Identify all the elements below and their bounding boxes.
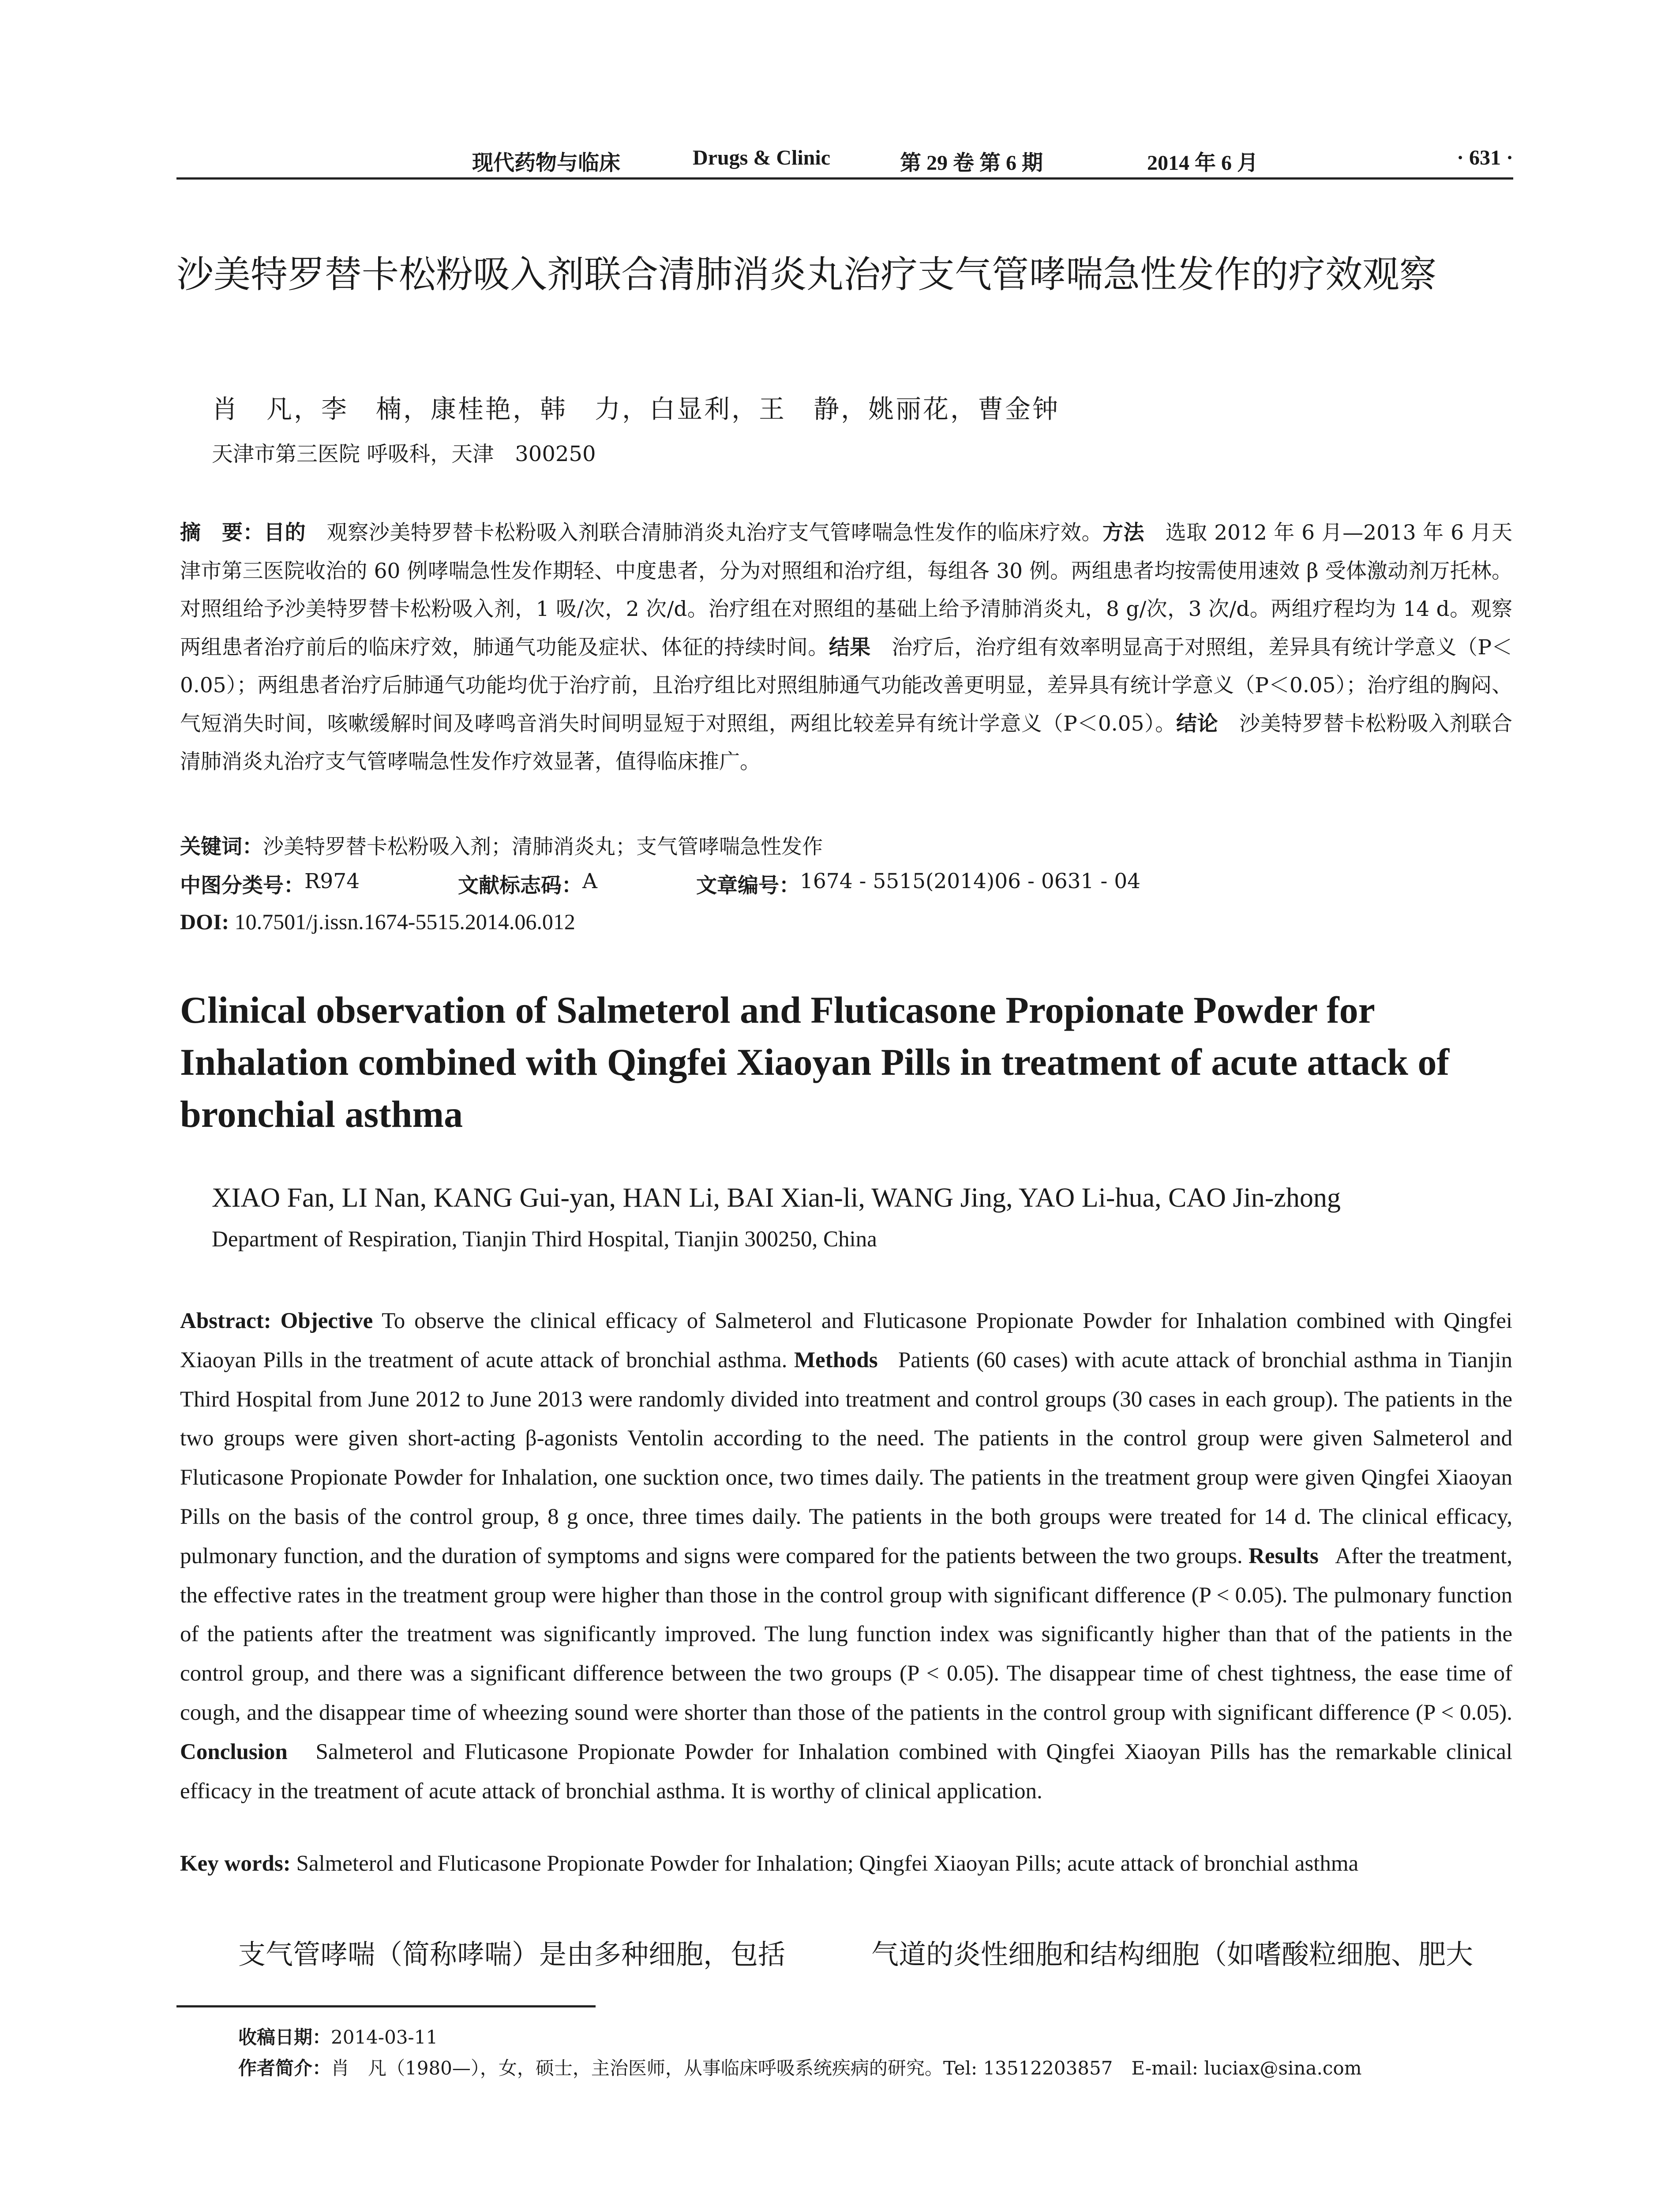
keywords-text-en: Salmeterol and Fluticasone Propionate Powder for Inhalation; Qingfei Xiaoyan Pills; acute attack of bronchial asthma: [296, 1851, 1359, 1876]
keywords-label-cn: 关键词：: [180, 835, 263, 859]
page-number: · 631 ·: [1456, 146, 1513, 169]
results-label-en: Results: [1248, 1543, 1319, 1568]
document-code: [458, 869, 597, 899]
author-bio-label: 作者简介：: [238, 2057, 331, 2079]
conclusion-label-cn: 结论: [1176, 711, 1219, 736]
doi-label: DOI:: [180, 909, 229, 934]
volume-issue: 第 29 卷 第 6 期: [900, 151, 1043, 175]
doc-code-value: A: [582, 869, 597, 893]
abstract-label-cn: 摘 要：: [180, 521, 264, 545]
doc-code-label: 文献标志码：: [458, 874, 582, 898]
author-bio-text: 肖 凡（1980—），女，硕士，主治医师，从事临床呼吸系统疾病的研究。Tel: 13512203857 E-mail: luciax@sina.com: [331, 2057, 1362, 2079]
conclusion-text-en: Salmeterol and Fluticasone Propionate Powder for Inhalation combined with Qingfei Xiaoyan Pills has the remarkable clinical efficacy in the treatment of acute attack of bronchial asthma. It is worthy of clinical application.: [180, 1739, 1512, 1804]
conclusion-text-cn: 沙美特罗替卡松粉吸入剂联合清肺消炎丸治疗支气管哮喘急性发作疗效显著，值得临床推广。: [180, 711, 1512, 774]
methods-text-en: Patients (60 cases) with acute attack of bronchial asthma in Tianjin Third Hospital from June 2012 to June 2013 were randomly divided into treatment and control groups (30 cases in each group). The patients in the two groups were given short-acting β-agonists Ventolin according to the need. The patients in the control group were given Salmeterol and Fluticasone Propionate Powder for Inhalation, one sucktion once, two times daily. The patients in the treatment group were given Qingfei Xiaoyan Pills on the basis of the control group, 8 g once, three times daily. The patients in the both groups were treated for 14 d. The clinical efficacy, pulmonary function, and the duration of symptoms and signs were compared for the patients between the two groups.: [180, 1347, 1513, 1568]
methods-label-cn: 方法: [1102, 521, 1145, 545]
keywords-label-en: Key words:: [180, 1851, 291, 1876]
title-en: Clinical observation of Salmeterol and Fluticasone Propionate Powder for Inhalation combined with Qingfei Xiaoyan Pills in treatment of acute attack of bronchial asthma: [180, 989, 1449, 1135]
objective-text-en: To observe the clinical efficacy of Salmeterol and Fluticasone Propionate Powder for Inhalation combined with Qingfei Xiaoyan Pills in the treatment of acute attack of bronchial asthma.: [180, 1309, 1512, 1373]
results-text-en: After the treatment, the effective rates in the treatment group were higher than those in the control group with significant difference (P < 0.05). The pulmonary function of the patients after the treatment was significantly improved. The lung function index was significantly higher than that of the patients in the control group, and there was a significant difference between the two groups (P < 0.05). The disappear time of chest tightness, the ease time of cough, and the disappear time of wheezing sound were shorter than those of the patients in the control group with significant difference (P < 0.05).: [180, 1543, 1513, 1725]
footnote-author-bio: [238, 2054, 1361, 2080]
article-number: [696, 869, 1141, 899]
clc-value: R974: [304, 869, 360, 893]
results-label-cn: 结果: [829, 635, 871, 660]
running-header: [176, 142, 1513, 173]
journal-name-en: Drugs & Clinic: [693, 146, 830, 169]
footnote-received: [238, 2023, 438, 2049]
authors-cn: 肖 凡，李 楠，康桂艳，韩 力，白显利，王 静，姚丽花，曹金钟: [212, 394, 1060, 424]
journal-name-cn: 现代药物与临床: [472, 151, 621, 175]
objective-text-cn: 观察沙美特罗替卡松粉吸入剂联合清肺消炎丸治疗支气管哮喘急性发作的临床疗效。: [326, 521, 1103, 545]
body-text-left-column: 支气管哮喘（简称哮喘）是由多种细胞，包括: [238, 1938, 786, 1970]
clc-number: [180, 869, 360, 899]
objective-label-en: Objective: [280, 1309, 373, 1333]
keywords-en: [180, 1851, 1512, 1876]
title-cn: 沙美特罗替卡松粉吸入剂联合清肺消炎丸治疗支气管哮喘急性发作的疗效观察: [176, 253, 1437, 296]
received-label: 收稿日期：: [238, 2026, 331, 2048]
abstract-cn: [180, 514, 1512, 781]
classification-line: [180, 869, 1512, 900]
clc-label: 中图分类号：: [180, 874, 304, 898]
received-date: 2014-03-11: [331, 2026, 438, 2048]
footnote-divider: [176, 2005, 596, 2007]
methods-label-en: Methods: [794, 1347, 878, 1373]
keywords-cn: [180, 830, 1512, 860]
affiliation-cn: 天津市第三医院 呼吸科，天津 300250: [212, 442, 596, 466]
issue-date: 2014 年 6 月: [1147, 151, 1259, 175]
header-divider: [176, 177, 1513, 180]
abstract-en: [180, 1302, 1512, 1811]
abstract-label-en: Abstract:: [180, 1309, 271, 1333]
doi-value[interactable]: 10.7501/j.issn.1674-5515.2014.06.012: [234, 909, 575, 934]
body-text-right-column: 气道的炎性细胞和结构细胞（如嗜酸粒细胞、肥大: [871, 1938, 1474, 1970]
conclusion-label-en: Conclusion: [180, 1739, 288, 1764]
methods-text-cn: 选取 2012 年 6 月—2013 年 6 月天津市第三医院收治的 60 例哮喘急性发作期轻、中度患者，分为对照组和治疗组，每组各 30 例。两组患者均按需使用速效 β 受体激动剂万托林。对照组给予沙美特罗替卡松粉吸入剂，1 吸/次，2 次/d。治疗组在对照组的基础上给予清肺消炎丸，8 g/次，3 次/d。两组疗程均为 14 d。观察两组患者治疗前后的临床疗效，肺通气功能及症状、体征的持续时间。: [180, 521, 1513, 660]
doi: [180, 909, 575, 934]
article-no-value: 1674 - 5515(2014)06 - 0631 - 04: [800, 869, 1141, 893]
keywords-text-cn: 沙美特罗替卡松粉吸入剂；清肺消炎丸；支气管哮喘急性发作: [263, 835, 823, 859]
authors-en: XIAO Fan, LI Nan, KANG Gui-yan, HAN Li, BAI Xian-li, WANG Jing, YAO Li-hua, CAO Jin-zhong: [212, 1183, 1341, 1213]
objective-label-cn: 目的: [264, 521, 306, 545]
results-text-cn: 治疗后，治疗组有效率明显高于对照组，差异具有统计学意义（P＜0.05）；两组患者治疗后肺通气功能均优于治疗前，且治疗组比对照组肺通气功能改善更明显，差异具有统计学意义（P＜0.05）；治疗组的胸闷、气短消失时间，咳嗽缓解时间及哮鸣音消失时间明显短于对照组，两组比较差异有统计学意义（P＜0.05）。: [180, 635, 1513, 736]
article-no-label: 文章编号：: [696, 874, 800, 898]
affiliation-en: Department of Respiration, Tianjin Third Hospital, Tianjin 300250, China: [212, 1227, 877, 1252]
